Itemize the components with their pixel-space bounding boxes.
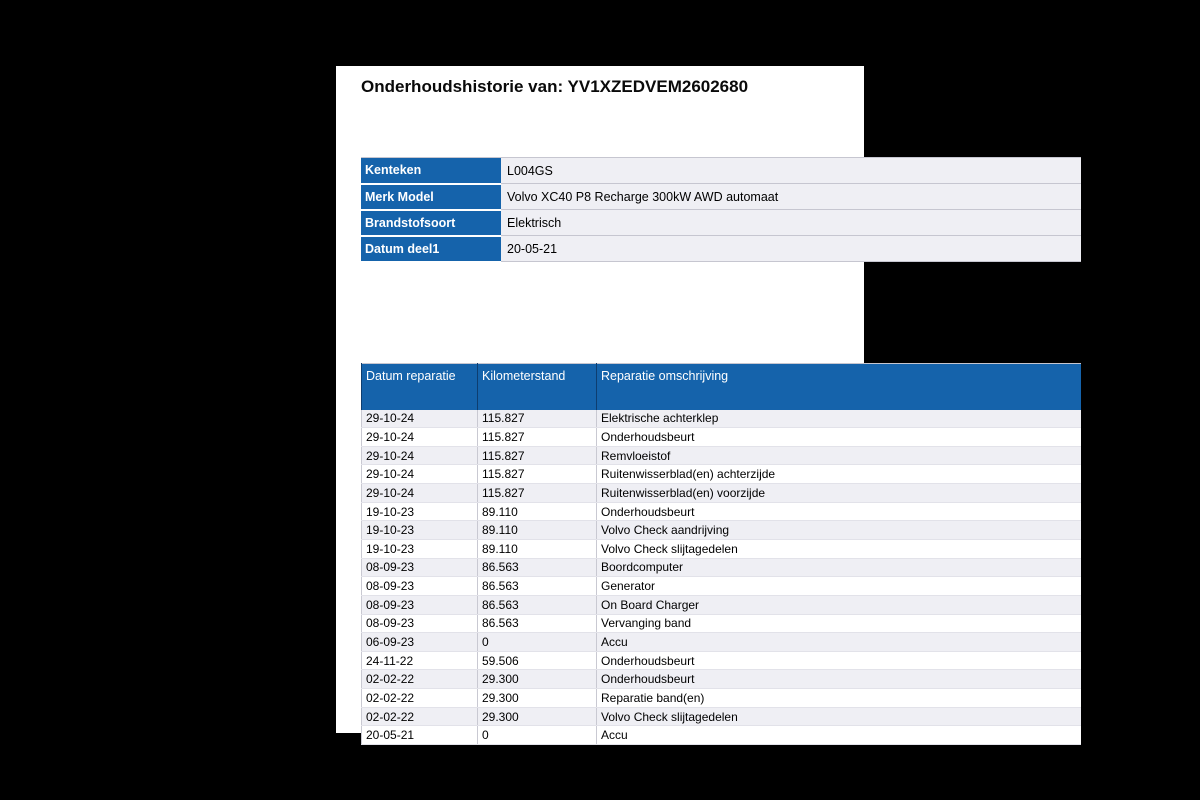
- document-page: [336, 66, 864, 743]
- service-row: [362, 428, 1082, 447]
- service-cell: Ruitenwisserblad(en) achterzijde: [597, 465, 1082, 484]
- service-cell: 19-10-23: [362, 502, 478, 521]
- vehicle-info-value: Volvo XC40 P8 Recharge 300kW AWD automaat: [501, 184, 1081, 210]
- service-cell: 29-10-24: [362, 428, 478, 447]
- service-row: [362, 558, 1082, 577]
- service-column-header: Kilometerstand: [478, 364, 597, 410]
- service-row: [362, 595, 1082, 614]
- service-cell: 19-10-23: [362, 521, 478, 540]
- service-cell: 115.827: [478, 465, 597, 484]
- service-cell: 0: [478, 726, 597, 745]
- service-cell: 86.563: [478, 614, 597, 633]
- vehicle-info-row: [361, 158, 1081, 184]
- vehicle-info-value: L004GS: [501, 158, 1081, 184]
- service-cell: 29-10-24: [362, 465, 478, 484]
- service-cell: 86.563: [478, 558, 597, 577]
- service-cell: 08-09-23: [362, 558, 478, 577]
- service-row: [362, 577, 1082, 596]
- service-cell: Accu: [597, 726, 1082, 745]
- service-cell: 115.827: [478, 484, 597, 503]
- service-cell: 08-09-23: [362, 577, 478, 596]
- service-cell: Boordcomputer: [597, 558, 1082, 577]
- service-cell: 02-02-22: [362, 670, 478, 689]
- service-cell: Generator: [597, 577, 1082, 596]
- service-cell: Onderhoudsbeurt: [597, 502, 1082, 521]
- vehicle-info-label: Brandstofsoort: [361, 210, 501, 236]
- service-cell: 08-09-23: [362, 595, 478, 614]
- vehicle-info-table: [361, 157, 1081, 263]
- service-row: [362, 410, 1082, 428]
- service-cell: 24-11-22: [362, 651, 478, 670]
- service-row: [362, 726, 1082, 745]
- service-row: [362, 446, 1082, 465]
- service-cell: 20-05-21: [362, 726, 478, 745]
- service-cell: Volvo Check aandrijving: [597, 521, 1082, 540]
- service-cell: Volvo Check slijtagedelen: [597, 707, 1082, 726]
- service-row: [362, 465, 1082, 484]
- service-cell: 86.563: [478, 595, 597, 614]
- service-row: [362, 689, 1082, 708]
- service-column-header: Datum reparatie: [362, 364, 478, 410]
- vehicle-info-label: Kenteken: [361, 158, 501, 184]
- service-cell: 02-02-22: [362, 689, 478, 708]
- service-cell: 29.300: [478, 689, 597, 708]
- service-cell: Elektrische achterklep: [597, 410, 1082, 428]
- service-cell: Reparatie band(en): [597, 689, 1082, 708]
- service-cell: 19-10-23: [362, 539, 478, 558]
- service-row: [362, 521, 1082, 540]
- service-cell: 86.563: [478, 577, 597, 596]
- service-row: [362, 539, 1082, 558]
- service-cell: Ruitenwisserblad(en) voorzijde: [597, 484, 1082, 503]
- service-cell: 89.110: [478, 502, 597, 521]
- service-cell: Remvloeistof: [597, 446, 1082, 465]
- service-cell: 89.110: [478, 521, 597, 540]
- service-cell: 115.827: [478, 410, 597, 428]
- service-row: [362, 651, 1082, 670]
- service-cell: 29.300: [478, 707, 597, 726]
- service-row: [362, 614, 1082, 633]
- service-cell: 29-10-24: [362, 484, 478, 503]
- service-cell: 89.110: [478, 539, 597, 558]
- service-cell: 59.506: [478, 651, 597, 670]
- service-cell: Onderhoudsbeurt: [597, 670, 1082, 689]
- service-cell: On Board Charger: [597, 595, 1082, 614]
- service-row: [362, 670, 1082, 689]
- vehicle-info-value: Elektrisch: [501, 210, 1081, 236]
- service-cell: Accu: [597, 633, 1082, 652]
- vehicle-info-row: [361, 184, 1081, 210]
- service-row: [362, 707, 1082, 726]
- vehicle-info-row: [361, 210, 1081, 236]
- page-title: Onderhoudshistorie van: YV1XZEDVEM2602680: [361, 77, 749, 96]
- vehicle-info-row: [361, 236, 1081, 262]
- service-cell: Vervanging band: [597, 614, 1082, 633]
- service-cell: Volvo Check slijtagedelen: [597, 539, 1082, 558]
- service-cell: 0: [478, 633, 597, 652]
- service-header-row: [362, 364, 1082, 410]
- service-row: [362, 633, 1082, 652]
- service-cell: Onderhoudsbeurt: [597, 428, 1082, 447]
- service-cell: 08-09-23: [362, 614, 478, 633]
- vehicle-info-label: Datum deel1: [361, 236, 501, 262]
- vehicle-info-value: 20-05-21: [501, 236, 1081, 262]
- service-cell: 115.827: [478, 428, 597, 447]
- service-column-header: Reparatie omschrijving: [597, 364, 1082, 410]
- service-row: [362, 484, 1082, 503]
- service-cell: 29-10-24: [362, 410, 478, 428]
- service-cell: 115.827: [478, 446, 597, 465]
- service-cell: 29-10-24: [362, 446, 478, 465]
- service-cell: 29.300: [478, 670, 597, 689]
- service-cell: 06-09-23: [362, 633, 478, 652]
- service-cell: 02-02-22: [362, 707, 478, 726]
- service-row: [362, 502, 1082, 521]
- service-cell: Onderhoudsbeurt: [597, 651, 1082, 670]
- service-history-table: [361, 363, 1081, 745]
- vehicle-info-label: Merk Model: [361, 184, 501, 210]
